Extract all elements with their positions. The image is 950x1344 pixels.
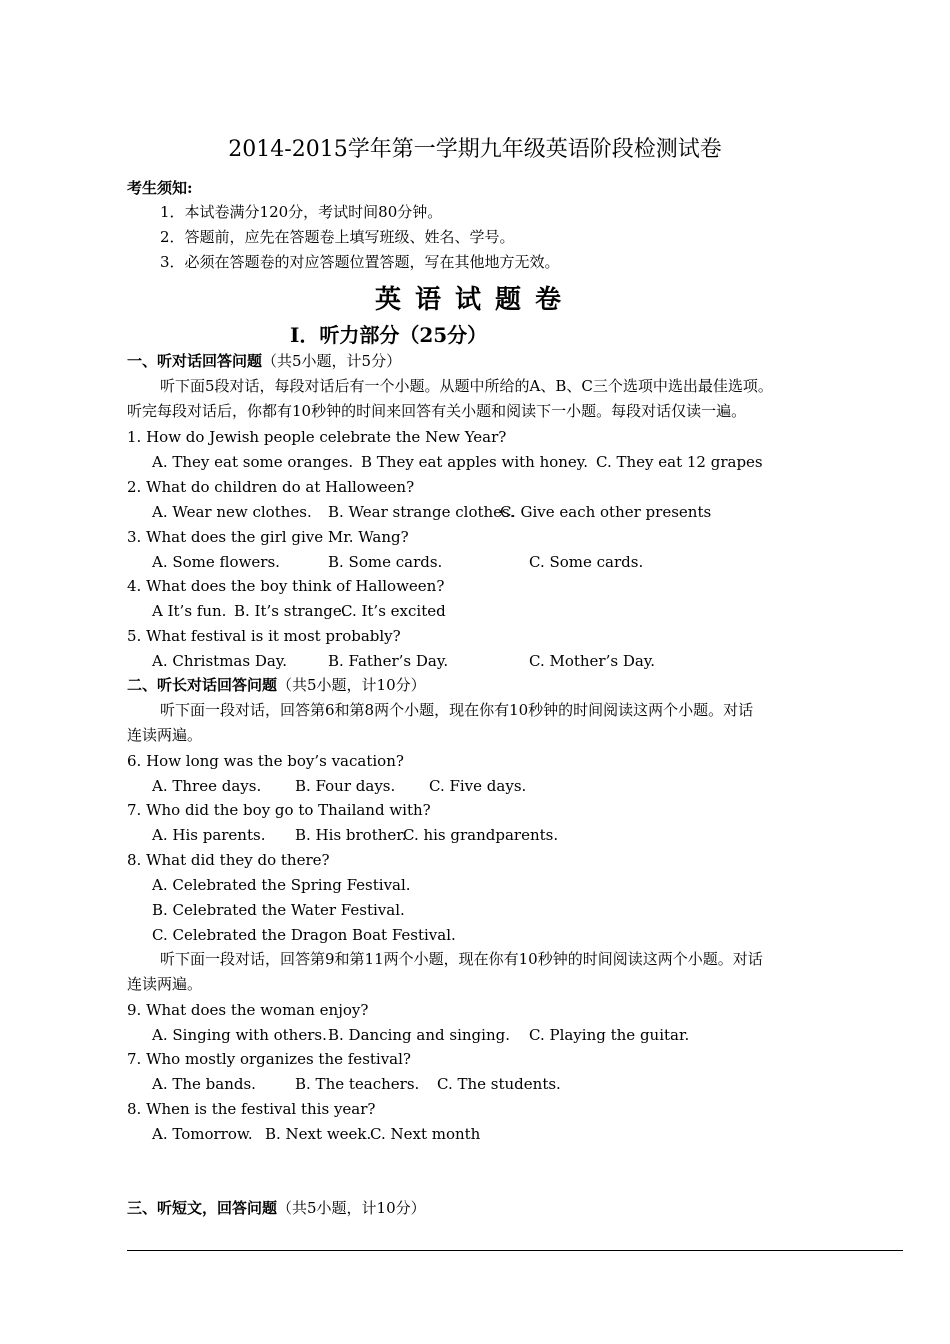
exam-title: 2014-2015学年第一学期九年级英语阶段检测试卷 xyxy=(228,137,722,162)
option-c: C. Five days. xyxy=(429,777,527,795)
question: 2. What do children do at Halloween? xyxy=(127,478,415,496)
option-c: C. Celebrated the Dragon Boat Festival. xyxy=(152,926,456,944)
section-heading xyxy=(127,351,401,371)
footer-rule xyxy=(127,1250,903,1251)
option-c: C. Give each other presents xyxy=(500,503,712,521)
option-a: A. They eat some oranges. xyxy=(152,453,354,471)
question: 7. Who mostly organizes the festival? xyxy=(127,1050,411,1068)
question: 5. What festival is it most probably? xyxy=(127,627,401,645)
section-title: 二、听长对话回答问题 xyxy=(127,676,278,694)
option-a: A. Wear new clothes. xyxy=(152,503,312,521)
option-c: C. The students. xyxy=(437,1075,561,1093)
option-c: C. Playing the guitar. xyxy=(529,1026,690,1044)
section-title: 三、听短文，回答问题 xyxy=(127,1199,278,1217)
option-b: B. Celebrated the Water Festival. xyxy=(152,901,405,919)
option-c: C. his grandparents. xyxy=(403,826,559,844)
question: 3. What does the girl give Mr. Wang? xyxy=(127,528,409,546)
section-note: （共5小题，计10分） xyxy=(277,1199,426,1217)
section-intro: 听下面一段对话，回答第6和第8两个小题，现在你有10秒钟的时间阅读这两个小题。对话 xyxy=(160,701,754,719)
section-intro: 听下面5段对话，每段对话后有一个小题。从题中所给的A、B、C三个选项中选出最佳选项。 xyxy=(160,377,773,395)
option-c: C. Next month xyxy=(370,1125,481,1143)
option-b: B. Next week. xyxy=(265,1125,372,1143)
section-note: （共5小题，计10分） xyxy=(277,676,426,694)
question: 1. How do Jewish people celebrate the New Year? xyxy=(127,428,507,446)
option-a: A. Three days. xyxy=(152,777,262,795)
question: 8. When is the festival this year? xyxy=(127,1100,376,1118)
option-a: A It’s fun. xyxy=(152,602,227,620)
option-b: B. It’s strange. xyxy=(234,602,347,620)
section-intro: 连读两遍。 xyxy=(127,726,203,744)
notice-item: 1．本试卷满分120分，考试时间80分钟。 xyxy=(160,203,443,221)
option-b: B. Dancing and singing. xyxy=(328,1026,510,1044)
section-title: 一、听对话回答问题 xyxy=(127,352,263,370)
option-b: B. Father’s Day. xyxy=(328,652,449,670)
option-a: A. His parents. xyxy=(152,826,266,844)
option-c: C. It’s excited xyxy=(341,602,446,620)
option-b: B. Four days. xyxy=(295,777,396,795)
option-c: C. Mother’s Day. xyxy=(529,652,656,670)
option-b: B. The teachers. xyxy=(295,1075,420,1093)
option-a: A. Some flowers. xyxy=(152,553,280,571)
section-heading xyxy=(127,1198,426,1218)
option-b: B. Wear strange clothes. xyxy=(328,503,515,521)
paper-title: 英语试题卷 xyxy=(374,285,575,315)
option-b: B. His brother. xyxy=(295,826,407,844)
question: 8. What did they do there? xyxy=(127,851,330,869)
question: 7. Who did the boy go to Thailand with? xyxy=(127,801,431,819)
option-b: B. Some cards. xyxy=(328,553,443,571)
option-b: B They eat apples with honey. xyxy=(361,453,589,471)
option-a: A. Celebrated the Spring Festival. xyxy=(152,876,411,894)
section-intro: 听完每段对话后，你都有10秒钟的时间来回答有关小题和阅读下一小题。每段对话仅读一遍。 xyxy=(127,402,747,420)
question: 4. What does the boy think of Halloween? xyxy=(127,577,445,595)
section-note: （共5小题，计5分） xyxy=(262,352,402,370)
notice-heading: 考生须知: xyxy=(127,179,193,197)
question: 9. What does the woman enjoy? xyxy=(127,1001,369,1019)
part-title: Ⅰ．听力部分（25分） xyxy=(290,323,488,347)
option-c: C. Some cards. xyxy=(529,553,644,571)
option-a: A. Christmas Day. xyxy=(152,652,288,670)
section-heading xyxy=(127,675,426,695)
section-intro: 听下面一段对话，回答第9和第11两个小题，现在你有10秒钟的时间阅读这两个小题。对话 xyxy=(160,950,763,968)
option-a: A. Singing with others. xyxy=(152,1026,327,1044)
question: 6. How long was the boy’s vacation? xyxy=(127,752,404,770)
option-c: C. They eat 12 grapes xyxy=(596,453,763,471)
notice-item: 3．必须在答题卷的对应答题位置答题，写在其他地方无效。 xyxy=(160,253,560,271)
notice-item: 2．答题前，应先在答题卷上填写班级、姓名、学号。 xyxy=(160,228,515,246)
option-a: A. Tomorrow. xyxy=(152,1125,253,1143)
section-intro: 连读两遍。 xyxy=(127,975,203,993)
option-a: A. The bands. xyxy=(152,1075,256,1093)
